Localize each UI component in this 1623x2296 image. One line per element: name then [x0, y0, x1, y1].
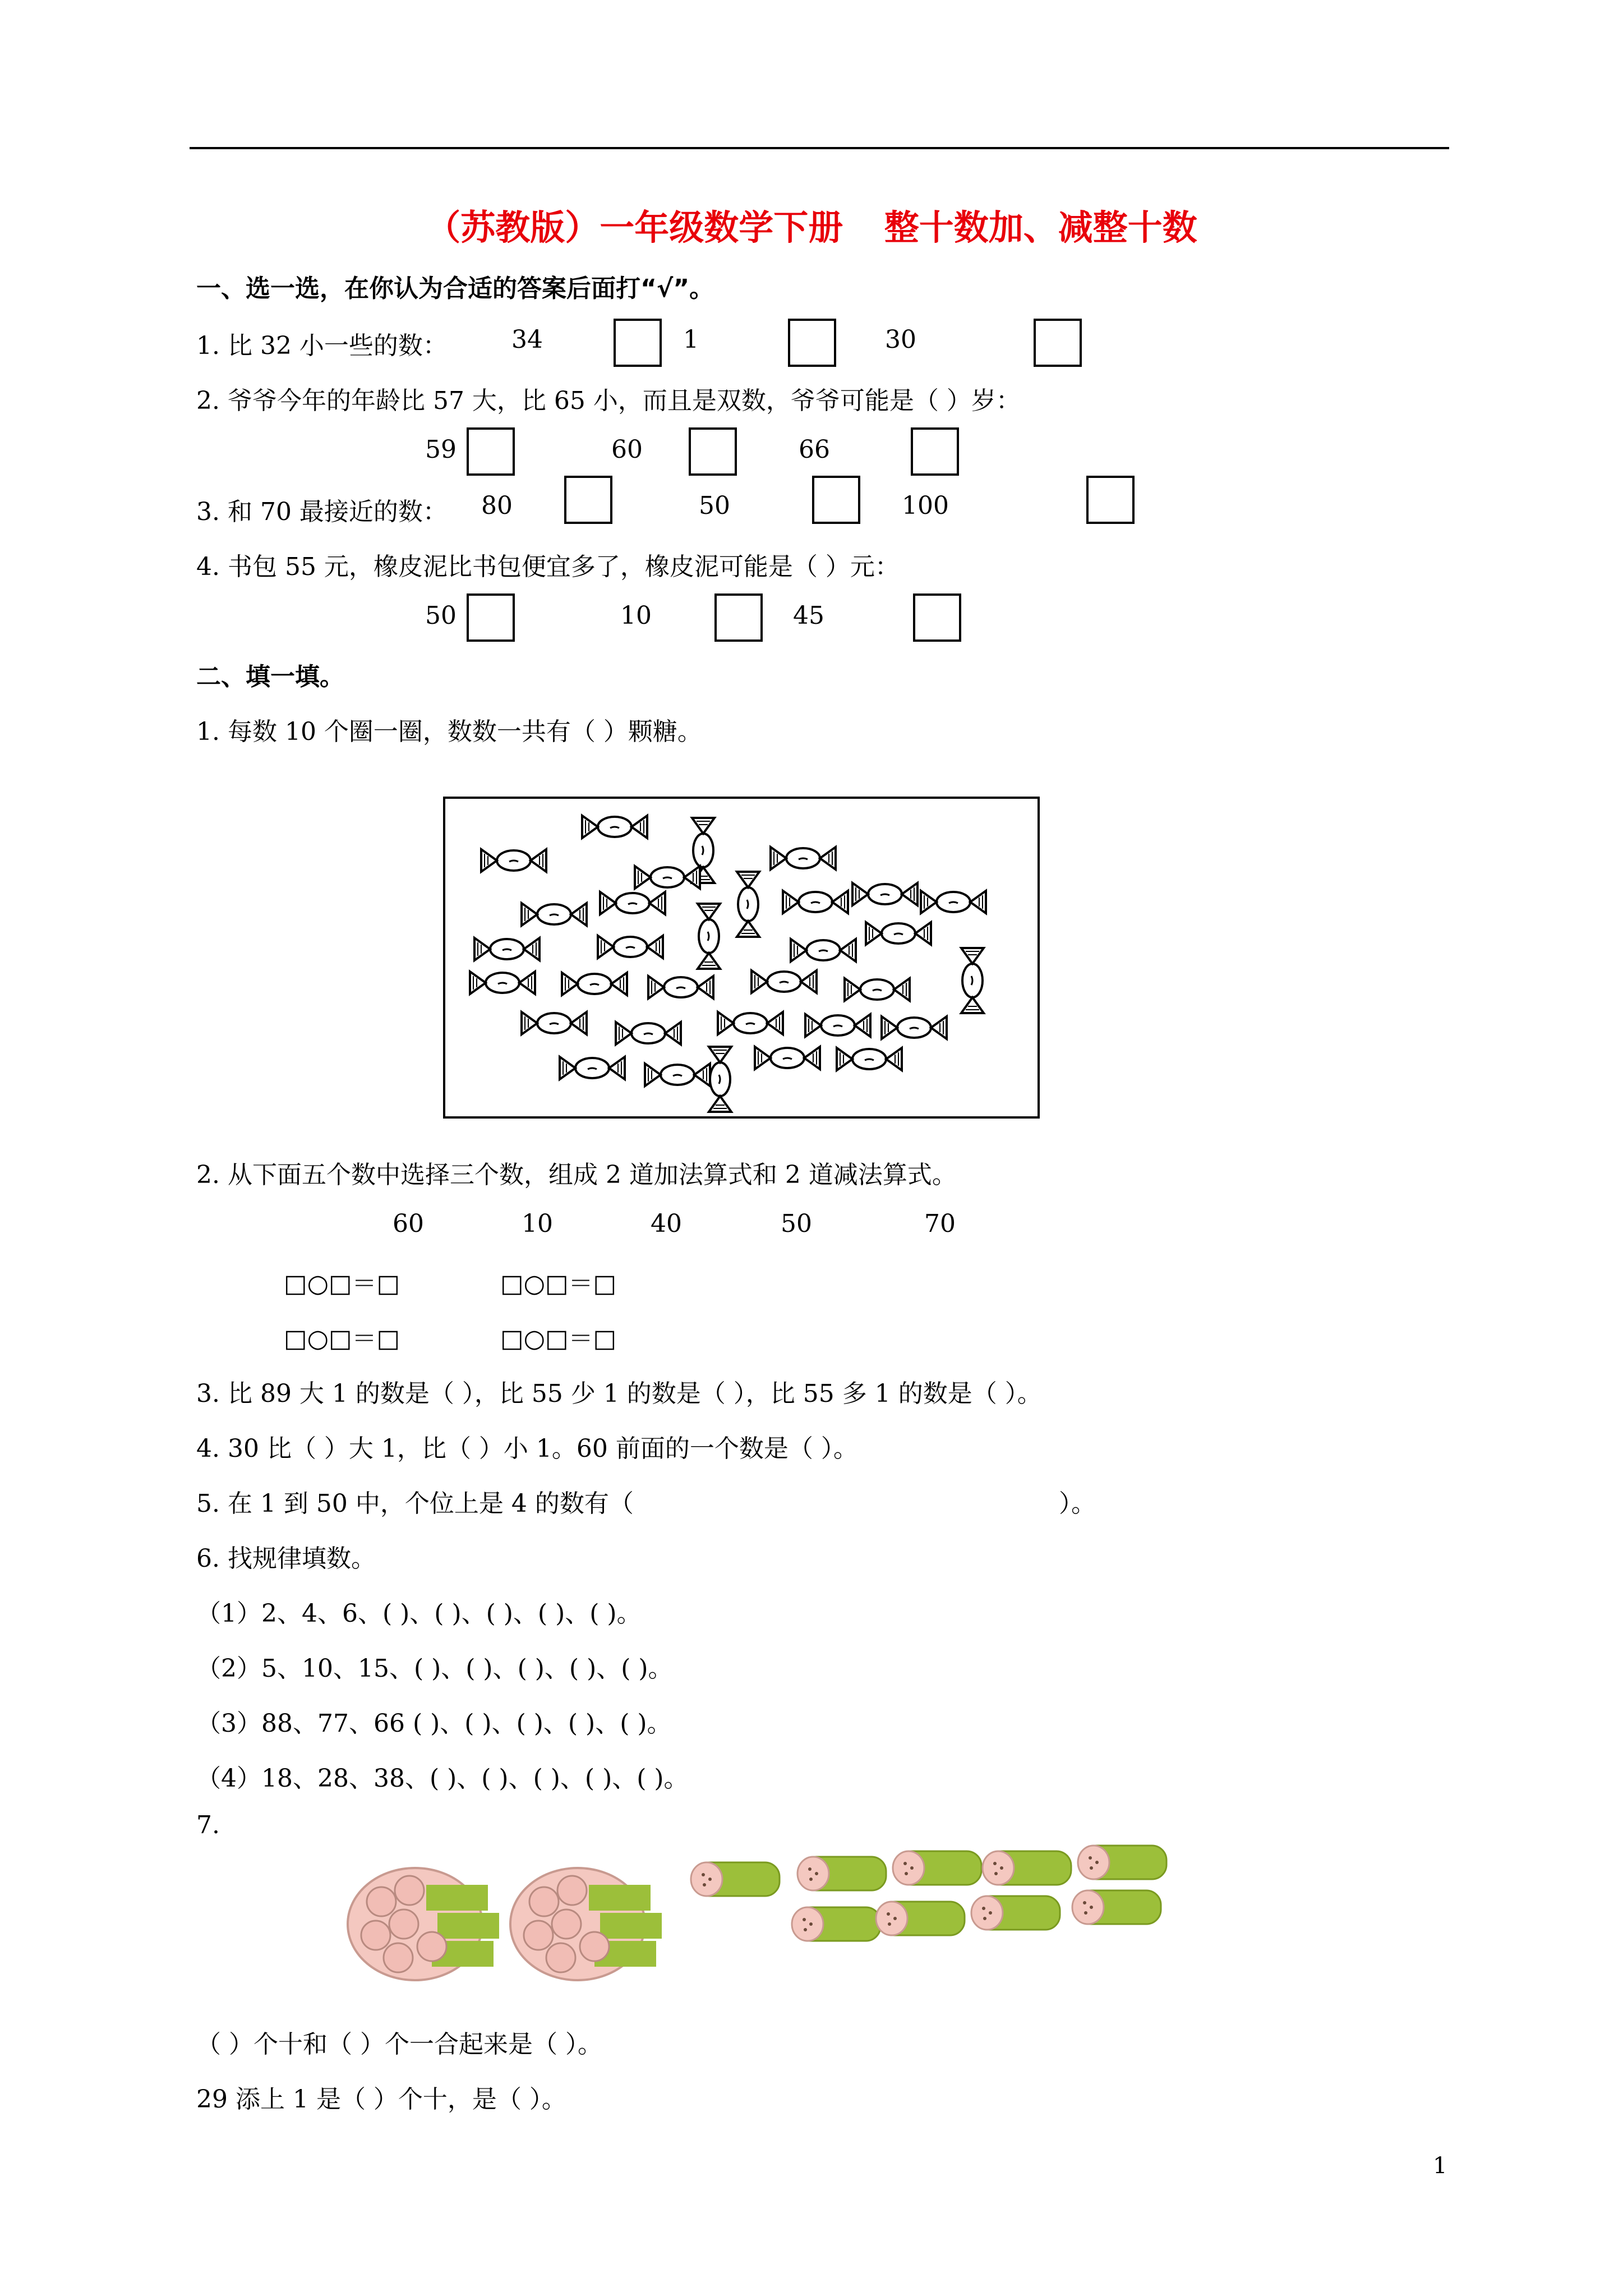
bundle-of-ten-1 — [348, 1868, 499, 1980]
number-50: 50 — [781, 1209, 812, 1238]
title-part2: 整十数加、减整十数 — [884, 207, 1197, 248]
s2-q6-text: 6. 找规律填数。 — [196, 1544, 376, 1573]
number-10: 10 — [522, 1209, 553, 1238]
s1-q4-box1[interactable] — [467, 593, 515, 642]
single-sticks — [691, 1846, 1166, 1941]
header-rule — [190, 147, 1449, 149]
s1-q2-opt3: 66 — [799, 435, 830, 464]
bundles-picture — [336, 1834, 1178, 1986]
page-number: 1 — [1433, 2153, 1447, 2179]
s1-q2-box1[interactable] — [467, 427, 515, 476]
s1-q4-opt3: 45 — [793, 601, 824, 630]
s1-q3-box3[interactable] — [1086, 476, 1135, 524]
section2-heading: 二、填一填。 — [196, 662, 344, 691]
s2-q7-line1: （ ）个十和（ ）个一合起来是（ ）。 — [196, 2030, 602, 2059]
s1-q1-opt2: 1 — [683, 325, 699, 354]
bundle-of-ten-2 — [510, 1868, 662, 1980]
candy-group — [470, 816, 986, 1112]
s1-q1-box1[interactable] — [614, 319, 662, 367]
s2-q5-end: ）。 — [1059, 1489, 1096, 1518]
s1-q4-box3[interactable] — [913, 593, 961, 642]
s1-q2-opt2: 60 — [611, 435, 643, 464]
section1-heading: 一、选一选，在你认为合适的答案后面打“√”。 — [196, 274, 714, 303]
candy-picture — [445, 799, 1038, 1116]
number-40: 40 — [651, 1209, 682, 1238]
s1-q3-text: 3. 和 70 最接近的数： — [196, 498, 448, 526]
number-60: 60 — [393, 1209, 424, 1238]
s1-q3-box2[interactable] — [812, 476, 860, 524]
s1-q3-box1[interactable] — [564, 476, 612, 524]
s1-q1-box2[interactable] — [788, 319, 836, 367]
s2-q7-text: 7. — [196, 1811, 220, 1839]
s1-q3-opt1: 80 — [481, 491, 513, 520]
title-part1: （苏教版）一年级数学下册 — [426, 207, 843, 248]
page-title — [0, 200, 1623, 250]
s1-q1-opt3: 30 — [885, 325, 916, 354]
number-70: 70 — [924, 1209, 956, 1238]
equation-sub-1[interactable]: □○□＝□ — [284, 1324, 400, 1353]
s1-q2-opt1: 59 — [425, 435, 457, 464]
pattern-line-2: （2）5、10、15、( )、( )、( )、( )、( )。 — [196, 1654, 673, 1683]
s1-q4-text: 4. 书包 55 元，橡皮泥比书包便宜多了，橡皮泥可能是（ ）元： — [196, 553, 900, 581]
s1-q2-text: 2. 爷爷今年的年龄比 57 大，比 65 小，而且是双数，爷爷可能是（ ）岁： — [196, 386, 1021, 415]
equation-add-2[interactable]: □○□＝□ — [500, 1269, 617, 1298]
s1-q2-box3[interactable] — [911, 427, 959, 476]
s1-q4-box2[interactable] — [714, 593, 763, 642]
pattern-line-3: （3）88、77、66 ( )、( )、( )、( )、( )。 — [196, 1709, 672, 1738]
s1-q4-opt2: 10 — [620, 601, 652, 630]
s2-q1-text: 1. 每数 10 个圈一圈，数数一共有（ ）颗糖。 — [196, 717, 702, 746]
equation-add-1[interactable]: □○□＝□ — [284, 1269, 400, 1298]
s1-q1-opt1: 34 — [511, 325, 543, 354]
s2-q5-text: 5. 在 1 到 50 中，个位上是 4 的数有（ — [196, 1489, 634, 1518]
s1-q2-box2[interactable] — [689, 427, 737, 476]
s2-q3-text: 3. 比 89 大 1 的数是（ ），比 55 少 1 的数是（ ），比 55 多 1 的数是（ ）。 — [196, 1379, 1042, 1408]
equation-sub-2[interactable]: □○□＝□ — [500, 1324, 617, 1353]
s2-q2-text: 2. 从下面五个数中选择三个数，组成 2 道加法算式和 2 道减法算式。 — [196, 1161, 957, 1189]
s1-q3-opt2: 50 — [699, 491, 730, 520]
s1-q1-text: 1. 比 32 小一些的数： — [196, 332, 448, 360]
s1-q3-opt3: 100 — [902, 491, 949, 520]
candy-picture-frame — [443, 797, 1040, 1119]
s1-q1-box3[interactable] — [1034, 319, 1082, 367]
pattern-line-4: （4）18、28、38、( )、( )、( )、( )、( )。 — [196, 1764, 689, 1793]
s1-q4-opt1: 50 — [425, 601, 457, 630]
s2-q7-line2: 29 添上 1 是（ ）个十，是（ ）。 — [196, 2085, 566, 2114]
pattern-line-1: （1）2、4、6、( )、( )、( )、( )、( )。 — [196, 1599, 642, 1628]
s2-q4-text: 4. 30 比（ ）大 1，比（ ）小 1。60 前面的一个数是（ ）。 — [196, 1434, 858, 1463]
